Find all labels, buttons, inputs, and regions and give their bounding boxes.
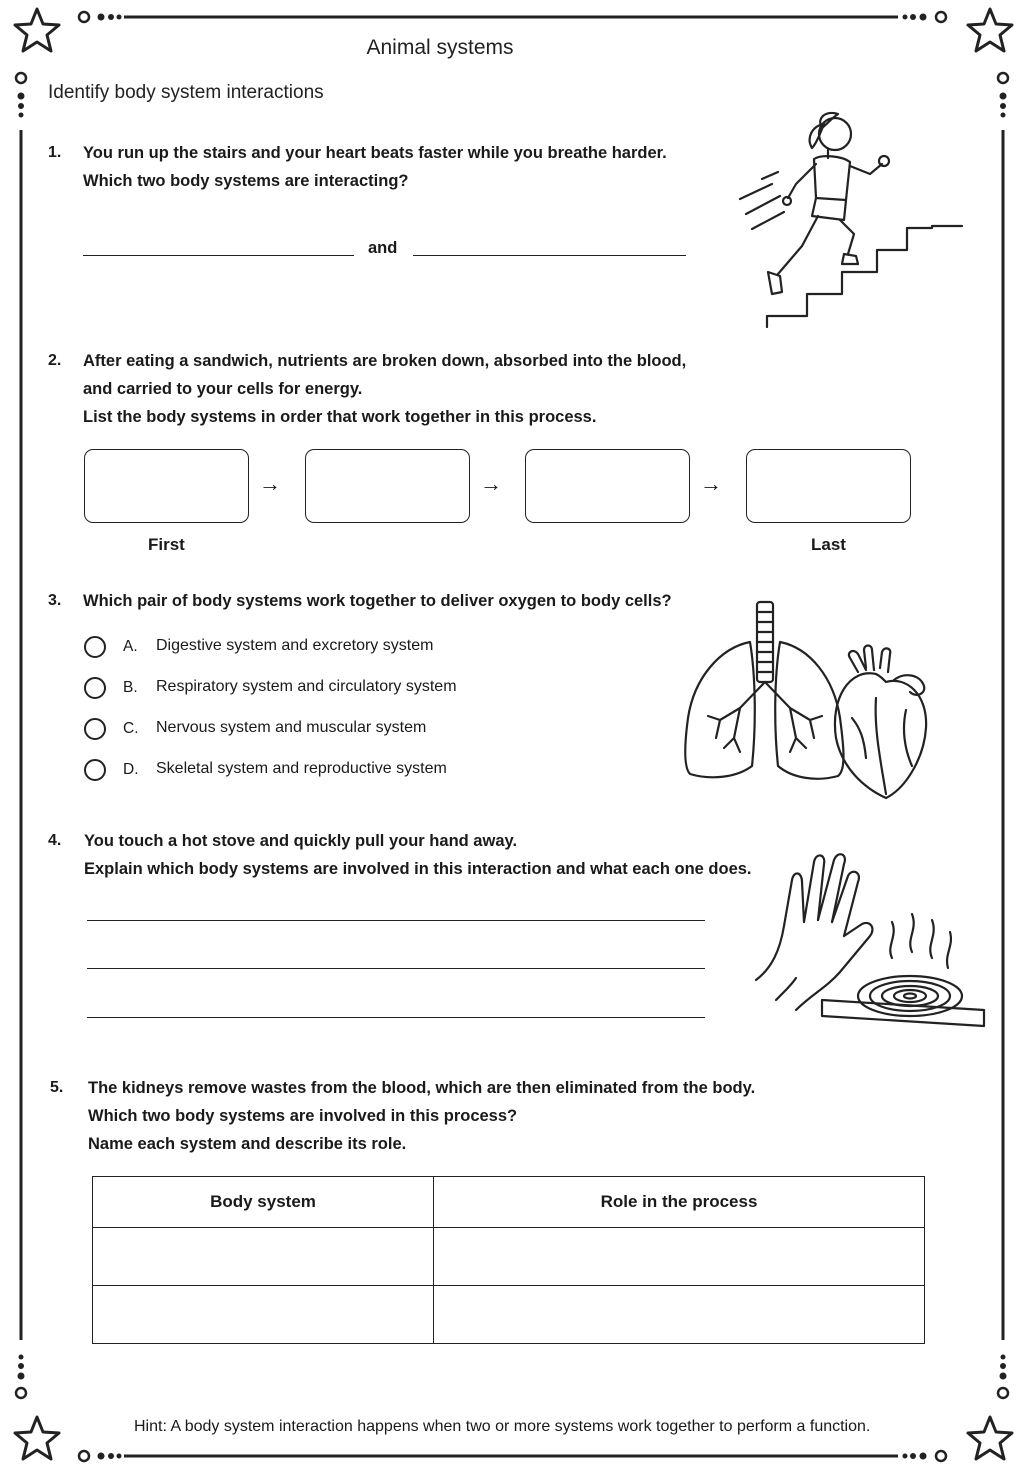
star-icon (968, 9, 1012, 51)
lungs-and-heart-illustration (680, 598, 935, 810)
table-row (93, 1228, 925, 1286)
option-d-text: Skeletal system and reproductive system (156, 760, 447, 777)
hint-text: Hint: A body system interaction happens when two or more systems work together to perform a function. (134, 1418, 871, 1435)
question-3-number: 3. (48, 592, 62, 609)
question-4-answer-line-1[interactable] (87, 920, 705, 921)
question-2-line-1: After eating a sandwich, nutrients are broken down, absorbed into the blood, (83, 352, 687, 370)
question-1-line-1: You run up the stairs and your heart beats faster while you breathe harder. (83, 144, 667, 162)
option-b-radio[interactable] (84, 677, 106, 699)
option-a-letter: A. (123, 638, 138, 655)
sequence-box-2[interactable] (305, 449, 470, 523)
question-4-number: 4. (48, 832, 62, 849)
option-c-radio[interactable] (84, 718, 106, 740)
body-system-table (92, 1176, 925, 1344)
question-5-line-1: The kidneys remove wastes from the blood, which are then eliminated from the body. (88, 1079, 756, 1097)
table-header-row (93, 1177, 925, 1228)
table-row (93, 1286, 925, 1344)
question-4-answer-line-3[interactable] (87, 1017, 705, 1018)
sequence-box-4[interactable] (746, 449, 911, 523)
table-header-role: Role in the process (434, 1177, 925, 1228)
question-1-connector: and (368, 239, 398, 257)
option-c-text: Nervous system and muscular system (156, 719, 427, 736)
option-a-text: Digestive system and excretory system (156, 637, 434, 654)
page-subtitle: Identify body system interactions (48, 82, 324, 103)
question-1-answer-line-1[interactable] (83, 255, 354, 256)
question-5-line-3: Name each system and describe its role. (88, 1135, 407, 1153)
sequence-arrow-3: → (700, 471, 722, 496)
table-cell[interactable] (93, 1228, 434, 1286)
question-4-line-2: Explain which body systems are involved in this interaction and what each one does. (84, 860, 752, 878)
page-title: Animal systems (366, 36, 514, 59)
question-2-number: 2. (48, 352, 62, 369)
table-cell[interactable] (93, 1286, 434, 1344)
question-4-line-1: You touch a hot stove and quickly pull your hand away. (84, 832, 518, 850)
option-c-letter: C. (123, 720, 139, 737)
option-b-text: Respiratory system and circulatory system (156, 678, 457, 695)
star-icon (15, 1417, 59, 1459)
sequence-first-label: First (148, 535, 185, 554)
sequence-box-1[interactable] (84, 449, 249, 523)
hand-near-hot-stove-illustration (752, 850, 988, 1036)
table-cell[interactable] (434, 1286, 925, 1344)
question-1-answer-line-2[interactable] (413, 255, 686, 256)
question-2-line-2: and carried to your cells for energy. (83, 380, 363, 398)
question-3-line-1: Which pair of body systems work together to deliver oxygen to body cells? (83, 592, 672, 610)
question-5-line-2: Which two body systems are involved in this process? (88, 1107, 518, 1125)
question-1-number: 1. (48, 144, 62, 161)
star-icon (968, 1417, 1012, 1459)
question-4-answer-line-2[interactable] (87, 968, 705, 969)
table-header-body-system: Body system (93, 1177, 434, 1228)
girl-running-upstairs-illustration (732, 104, 967, 332)
question-1-line-2: Which two body systems are interacting? (83, 172, 409, 190)
option-d-letter: D. (123, 761, 139, 778)
sequence-box-3[interactable] (525, 449, 690, 523)
sequence-arrow-1: → (259, 471, 281, 496)
table-cell[interactable] (434, 1228, 925, 1286)
option-a-radio[interactable] (84, 636, 106, 658)
sequence-arrow-2: → (480, 471, 502, 496)
question-5-number: 5. (50, 1079, 64, 1096)
option-d-radio[interactable] (84, 759, 106, 781)
sequence-last-label: Last (811, 535, 846, 554)
question-2-line-3: List the body systems in order that work together in this process. (83, 408, 597, 426)
option-b-letter: B. (123, 679, 138, 696)
